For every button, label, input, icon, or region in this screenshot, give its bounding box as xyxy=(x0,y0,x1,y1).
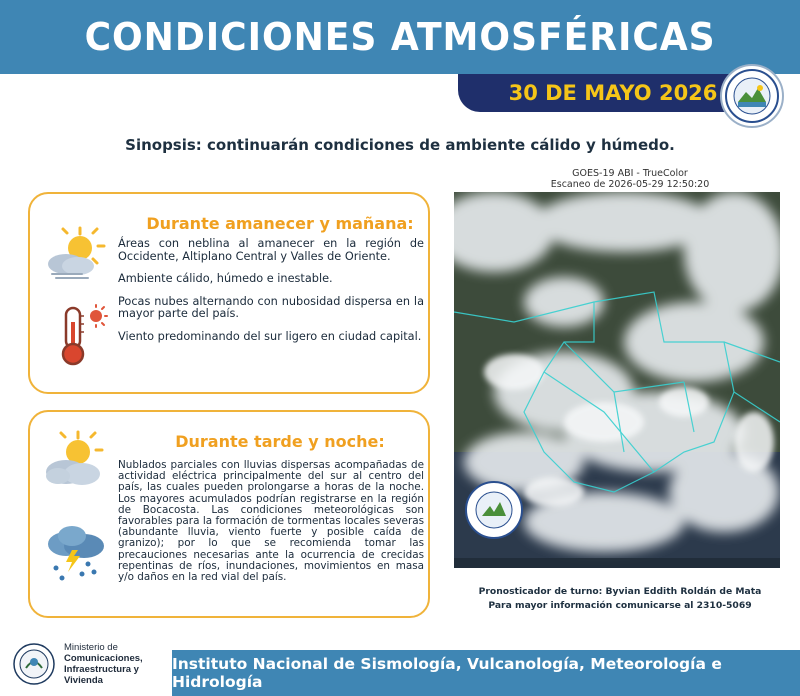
date-label: 30 DE MAYO 2026 xyxy=(508,81,718,105)
satellite-caption-line1: GOES-19 ABI - TrueColor xyxy=(572,168,688,179)
satellite-caption xyxy=(520,168,740,190)
guatemala-seal-icon xyxy=(12,642,56,686)
morning-paragraph: Pocas nubes alternando con nubosidad dispersa en la mayor parte del país. xyxy=(118,294,424,321)
morning-paragraph: Ambiente cálido, húmedo e inestable. xyxy=(118,272,333,286)
institute-footer-bar xyxy=(172,650,800,696)
evening-card xyxy=(28,410,430,618)
forecaster-name: Pronosticador de turno: Byvian Eddith Roldán de Mata xyxy=(478,586,762,597)
satellite-caption-line2: Escaneo de 2026-05-29 12:50:20 xyxy=(550,179,710,190)
morning-paragraph: Viento predominando del sur ligero en ciudad capital. xyxy=(118,329,422,343)
partly-cloudy-sun-icon xyxy=(42,224,108,285)
satellite-image xyxy=(454,192,780,568)
morning-paragraph: Áreas con neblina al amanecer en la región de Occidente, Altiplano Central y Valles de Oriente. xyxy=(118,237,424,263)
thunderstorm-rain-icon xyxy=(42,524,108,589)
morning-title: Durante amanecer y mañana: xyxy=(146,214,414,233)
evening-title: Durante tarde y noche: xyxy=(175,432,385,451)
ministry-prefix: Ministerio de xyxy=(64,642,118,653)
page-title: CONDICIONES ATMOSFÉRICAS xyxy=(84,15,716,59)
thermometer-sun-icon xyxy=(58,304,108,371)
ministry-line: Vivienda xyxy=(64,675,103,686)
forecaster-info xyxy=(460,585,780,613)
ministry-line: Comunicaciones, xyxy=(64,653,143,664)
evening-forecast-text: Nublados parciales con lluvias dispersas acompañadas de actividad eléctrica principalmente del sur al centro del país, las cuales pueden prolongarse a horas de la noche. Los mayores acumulados podrían registrarse en la región de Bocacosta. Las condiciones meteorológicas son favorables para la formación de tormentas locales severas (abundante lluvia, viento fuerte y posible caída de granizo); por lo que se recomienda tomar las precauciones necesarias ante la ocurrencia de crecidas repentinas de ríos, inundaciones, movimientos en masa y/o daños en la red vial del país. xyxy=(118,459,424,584)
header-bar xyxy=(0,0,800,74)
ministry-line: Infraestructura y xyxy=(64,664,139,675)
institute-name: Instituto Nacional de Sismología, Vulcanología, Meteorología e Hidrología xyxy=(172,655,722,691)
cloud-sun-icon xyxy=(40,430,106,495)
insivumeh-logo xyxy=(720,64,784,128)
synopsis-text: Sinopsis: continuarán condiciones de ambiente cálido y húmedo. xyxy=(125,136,675,154)
contact-info: Para mayor información comunicarse al 2310-5069 xyxy=(488,600,752,611)
ministry-label xyxy=(64,642,174,686)
morning-card xyxy=(28,192,430,394)
morning-forecast-text xyxy=(118,238,424,354)
